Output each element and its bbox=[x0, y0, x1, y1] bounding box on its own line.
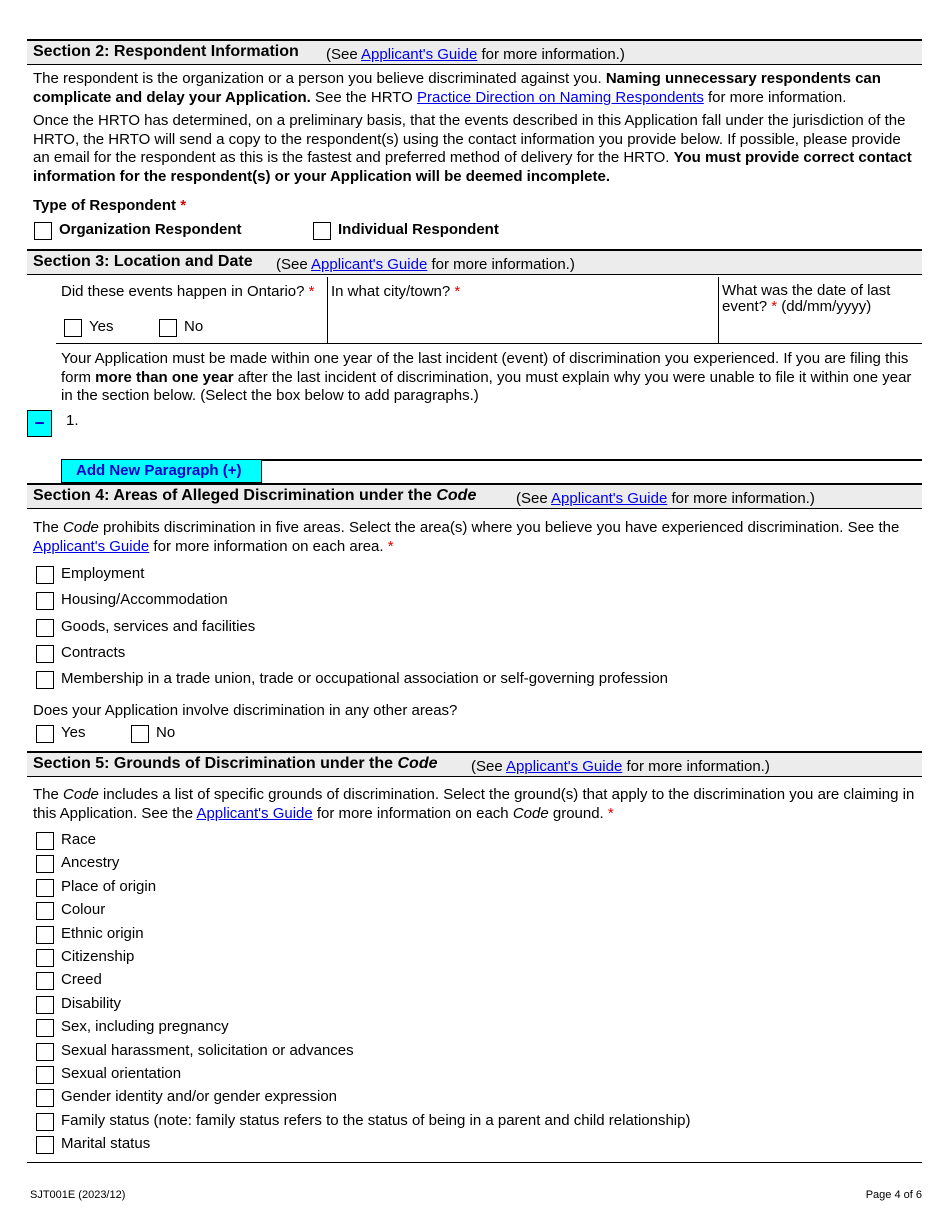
area-option-label: Goods, services and facilities bbox=[61, 617, 256, 635]
ground-option-label: Family status (note: family status refers to the status of being in a parent and child relationship) bbox=[61, 1111, 691, 1129]
other-areas-yes-label: Yes bbox=[61, 724, 86, 741]
ground-option-checkbox[interactable] bbox=[36, 902, 54, 920]
section-2-title: Section 2: Respondent Information bbox=[33, 43, 299, 60]
individual-respondent-label: Individual Respondent bbox=[338, 221, 499, 238]
remove-paragraph-button[interactable]: – bbox=[27, 410, 52, 437]
other-areas-no-checkbox[interactable] bbox=[131, 725, 149, 743]
applicants-guide-link[interactable]: Applicant's Guide bbox=[196, 804, 313, 822]
organization-respondent-checkbox[interactable] bbox=[34, 222, 52, 240]
one-year-explanation: Your Application must be made within one year of the last incident (event) of discrimination you experienced. If you are filing this form more than one year after the last incident of discrimination, you must explain why you were unable to file it within one year in the section below. (Select the box below to add paragraphs.) bbox=[61, 350, 912, 404]
ground-option-checkbox[interactable] bbox=[36, 1043, 54, 1061]
ground-option-label: Creed bbox=[61, 971, 102, 989]
section-5-header bbox=[27, 751, 922, 777]
form-id: SJT001E (2023/12) bbox=[30, 1189, 126, 1201]
section-2-intro: The respondent is the organization or a person you believe discriminated against you. Naming unnecessary respondents can complicate and delay your Application. See the HRTO Practice Direction on Naming Respondents for more information. bbox=[33, 70, 881, 106]
section-5-title: Section 5: Grounds of Discrimination under the Code bbox=[33, 755, 438, 772]
applicants-guide-link[interactable]: Applicant's Guide bbox=[311, 256, 428, 273]
ground-option-checkbox[interactable] bbox=[36, 1136, 54, 1154]
location-date-row-divider bbox=[56, 343, 922, 344]
section-4-title: Section 4: Areas of Alleged Discrimination under the Code bbox=[33, 487, 477, 504]
section-3-title: Section 3: Location and Date bbox=[33, 253, 253, 270]
ground-option-checkbox[interactable] bbox=[36, 855, 54, 873]
section-3-header bbox=[27, 249, 922, 275]
city-cell-border bbox=[327, 277, 328, 343]
area-option-checkbox[interactable] bbox=[36, 671, 54, 689]
ontario-question: Did these events happen in Ontario? * bbox=[61, 283, 315, 300]
page-number: Page 4 of 6 bbox=[865, 1189, 922, 1201]
ground-option-checkbox[interactable] bbox=[36, 1066, 54, 1084]
applicants-guide-link[interactable]: Applicant's Guide bbox=[33, 537, 150, 555]
section-2-contact-info: Once the HRTO has determined, on a preliminary basis, that the events described in this Application fall under the jurisdiction of the HRTO, the HRTO will send a copy to the respondent(s) using the contact information you provide below. If possible, please provide an email for the respondent as this is the fastest and preferred method of delivery for the HRTO. You must provide correct contact information for the respondent(s) or your Application will be deemed incomplete. bbox=[33, 112, 912, 185]
other-areas-no-label: No bbox=[156, 724, 176, 741]
city-question: In what city/town? * bbox=[331, 283, 461, 300]
city-input[interactable] bbox=[330, 302, 715, 340]
ground-option-label: Sexual orientation bbox=[61, 1065, 182, 1082]
paragraph-text-input[interactable] bbox=[82, 410, 918, 454]
ground-option-checkbox[interactable] bbox=[36, 1089, 54, 1107]
area-option-label: Employment bbox=[61, 565, 145, 582]
area-option-checkbox[interactable] bbox=[36, 619, 54, 637]
add-new-paragraph-button[interactable]: Add New Paragraph (+) bbox=[61, 459, 262, 483]
ontario-yes-label: Yes bbox=[89, 318, 114, 335]
ground-option-label: Disability bbox=[61, 994, 122, 1012]
area-option-label: Contracts bbox=[61, 643, 126, 661]
date-cell-border bbox=[718, 277, 719, 343]
ground-option-checkbox[interactable] bbox=[36, 926, 54, 944]
applicants-guide-link[interactable]: Applicant's Guide bbox=[506, 758, 623, 775]
ground-option-checkbox[interactable] bbox=[36, 832, 54, 850]
other-areas-question: Does your Application involve discrimination in any other areas? bbox=[33, 702, 458, 719]
ground-option-checkbox[interactable] bbox=[36, 879, 54, 897]
section-4-guide-note: (See Applicant's Guide for more information.) bbox=[516, 490, 815, 507]
section-4-header bbox=[27, 483, 922, 509]
applicants-guide-link[interactable]: Applicant's Guide bbox=[361, 46, 478, 63]
ground-option-label: Gender identity and/or gender expression bbox=[61, 1088, 338, 1106]
section-5-intro: The Code includes a list of specific grounds of discrimination. Select the ground(s) that apply to the discrimination you are claiming in this Application. See the Applicant's Guide for more information on each Code ground. * bbox=[33, 786, 915, 822]
ground-option-checkbox[interactable] bbox=[36, 972, 54, 990]
ground-option-label: Sexual harassment, solicitation or advances bbox=[61, 1041, 354, 1059]
area-option-checkbox[interactable] bbox=[36, 645, 54, 663]
individual-respondent-checkbox[interactable] bbox=[313, 222, 331, 240]
section-4-intro: The Code prohibits discrimination in five areas. Select the area(s) where you believe you have experienced discrimination. See the Applicant's Guide for more information on each area. * bbox=[33, 519, 900, 555]
ground-option-label: Place of origin bbox=[61, 877, 157, 895]
ground-option-checkbox[interactable] bbox=[36, 1019, 54, 1037]
section-2-header bbox=[27, 39, 922, 65]
organization-respondent-label: Organization Respondent bbox=[59, 221, 242, 238]
ontario-no-label: No bbox=[184, 318, 204, 335]
ground-option-label: Ethnic origin bbox=[61, 924, 144, 942]
section-5-guide-note: (See Applicant's Guide for more information.) bbox=[471, 758, 770, 775]
ground-option-label: Race bbox=[61, 831, 97, 848]
ground-option-label: Ancestry bbox=[61, 854, 120, 872]
ground-option-checkbox[interactable] bbox=[36, 1113, 54, 1131]
ontario-yes-checkbox[interactable] bbox=[64, 319, 82, 337]
date-input[interactable] bbox=[721, 318, 919, 340]
area-option-label: Housing/Accommodation bbox=[61, 591, 228, 609]
ground-option-label: Marital status bbox=[61, 1135, 151, 1153]
ground-option-checkbox[interactable] bbox=[36, 949, 54, 967]
ground-option-label: Colour bbox=[61, 901, 106, 919]
area-option-checkbox[interactable] bbox=[36, 592, 54, 610]
respondent-type-label: Type of Respondent * bbox=[33, 197, 187, 214]
ground-option-checkbox[interactable] bbox=[36, 996, 54, 1014]
ground-option-label: Sex, including pregnancy bbox=[61, 1018, 229, 1036]
area-option-label: Membership in a trade union, trade or occupational association or self-governing profession bbox=[61, 670, 669, 688]
other-areas-yes-checkbox[interactable] bbox=[36, 725, 54, 743]
bottom-rule bbox=[27, 1162, 922, 1163]
ontario-no-checkbox[interactable] bbox=[159, 319, 177, 337]
practice-direction-link[interactable]: Practice Direction on Naming Respondents bbox=[417, 88, 704, 106]
date-question: What was the date of last event? * (dd/mm/yyyy) bbox=[722, 282, 891, 315]
paragraph-number: 1. bbox=[66, 412, 79, 429]
applicants-guide-link[interactable]: Applicant's Guide bbox=[551, 490, 668, 507]
area-option-checkbox[interactable] bbox=[36, 566, 54, 584]
section-3-guide-note: (See Applicant's Guide for more information.) bbox=[276, 256, 575, 273]
section-2-guide-note: (See Applicant's Guide for more information.) bbox=[326, 46, 625, 63]
ground-option-label: Citizenship bbox=[61, 948, 135, 965]
